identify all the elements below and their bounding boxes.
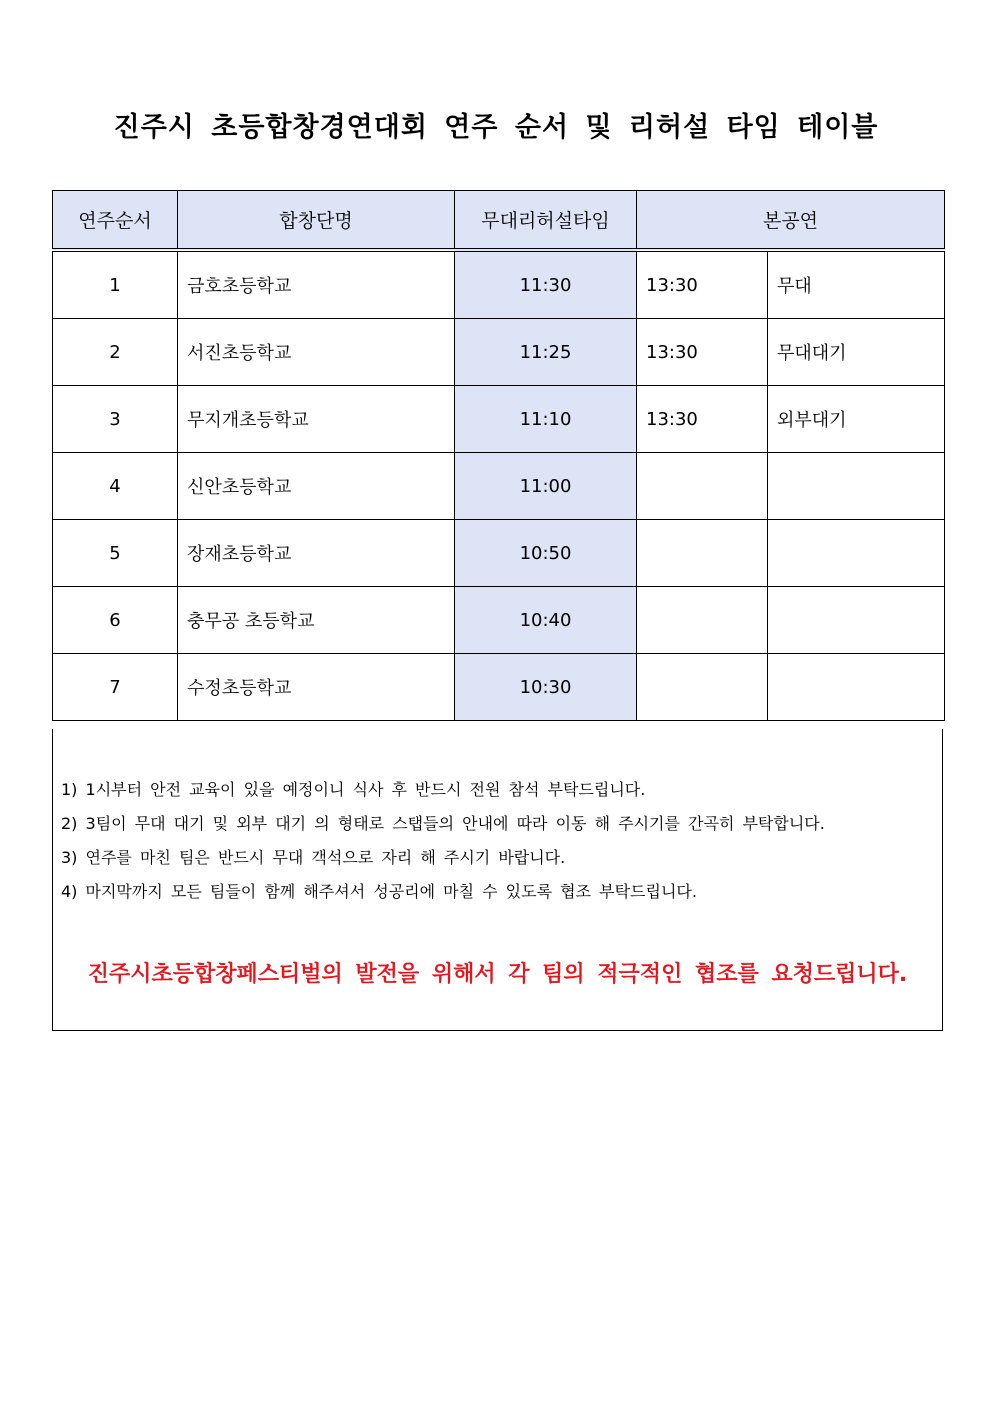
header-performance: 본공연	[637, 191, 945, 251]
row-order: 1	[53, 250, 178, 319]
table-row	[53, 654, 945, 721]
table-header-row	[53, 191, 945, 251]
row-order: 4	[53, 453, 178, 520]
row-performance-time	[637, 520, 768, 587]
row-order: 6	[53, 587, 178, 654]
note-item: 3) 연주를 마친 팀은 반드시 무대 객석으로 자리 해 주시기 바랍니다.	[61, 848, 566, 867]
row-performance-status	[768, 520, 945, 587]
note-item: 4) 마지막까지 모든 팀들이 함께 해주셔서 성공리에 마칠 수 있도록 협조 부탁드립니다.	[61, 882, 697, 901]
row-rehearsal-time: 10:40	[455, 587, 637, 654]
row-order: 3	[53, 386, 178, 453]
schedule-table	[52, 190, 945, 721]
row-rehearsal-time: 10:30	[455, 654, 637, 721]
row-choir: 신안초등학교	[178, 453, 455, 520]
row-choir: 서진초등학교	[178, 319, 455, 386]
row-performance-time	[637, 453, 768, 520]
row-order: 7	[53, 654, 178, 721]
table-row	[53, 587, 945, 654]
row-performance-time	[637, 654, 768, 721]
row-rehearsal-time: 11:10	[455, 386, 637, 453]
row-performance-time: 13:30	[637, 250, 768, 319]
row-performance-time: 13:30	[637, 386, 768, 453]
row-order: 5	[53, 520, 178, 587]
header-choir: 합창단명	[178, 191, 455, 251]
row-performance-status: 외부대기	[768, 386, 945, 453]
row-performance-status	[768, 587, 945, 654]
table-row	[53, 386, 945, 453]
header-order: 연주순서	[53, 191, 178, 251]
notes-box	[52, 729, 943, 1031]
row-choir: 무지개초등학교	[178, 386, 455, 453]
page-title: 진주시 초등합창경연대회 연주 순서 및 리허설 타임 테이블	[113, 112, 879, 143]
row-choir: 장재초등학교	[178, 520, 455, 587]
row-performance-time	[637, 587, 768, 654]
row-performance-status: 무대대기	[768, 319, 945, 386]
row-performance-status	[768, 453, 945, 520]
row-performance-status: 무대	[768, 250, 945, 319]
table-row	[53, 453, 945, 520]
row-rehearsal-time: 11:00	[455, 453, 637, 520]
row-rehearsal-time: 11:25	[455, 319, 637, 386]
note-item: 1) 1시부터 안전 교육이 있을 예정이니 식사 후 반드시 전원 참석 부탁드립니다.	[61, 780, 646, 799]
header-rehearsal: 무대리허설타임	[455, 191, 637, 251]
row-performance-status	[768, 654, 945, 721]
row-choir: 금호초등학교	[178, 250, 455, 319]
table-row	[53, 250, 945, 319]
table-row	[53, 319, 945, 386]
row-order: 2	[53, 319, 178, 386]
note-item: 2) 3팀이 무대 대기 및 외부 대기 의 형태로 스탭들의 안내에 따라 이동 해 주시기를 간곡히 부탁합니다.	[61, 814, 825, 833]
closing-request: 진주시초등합창페스티벌의 발전을 위해서 각 팀의 적극적인 협조를 요청드립니다.	[87, 962, 908, 987]
row-performance-time: 13:30	[637, 319, 768, 386]
table-row	[53, 520, 945, 587]
row-choir: 충무공 초등학교	[178, 587, 455, 654]
row-choir: 수정초등학교	[178, 654, 455, 721]
notes-list	[61, 773, 825, 909]
row-rehearsal-time: 11:30	[455, 250, 637, 319]
row-rehearsal-time: 10:50	[455, 520, 637, 587]
